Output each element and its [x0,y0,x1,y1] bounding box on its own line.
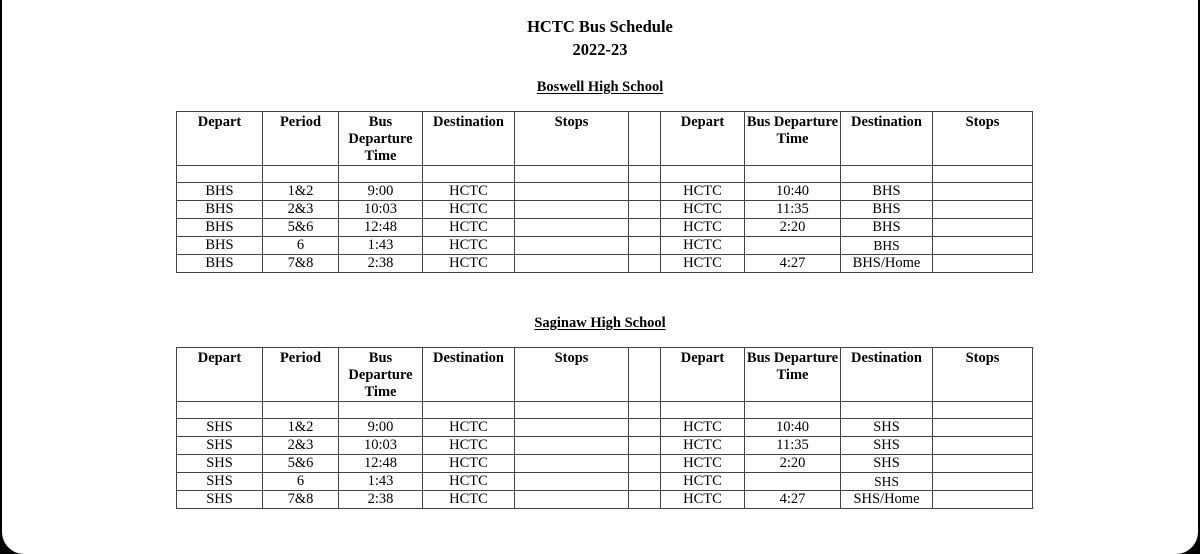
column-header: Bus Departure Time [745,348,841,402]
schedule-table-saginaw [176,347,1033,509]
table-cell [515,255,629,273]
empty-cell [933,402,1033,419]
table-cell [629,255,661,273]
empty-cell [745,166,841,183]
column-header: Depart [177,112,263,166]
table-cell: 5&6 [263,219,339,237]
table-cell: HCTC [661,237,745,255]
table-cell: 9:00 [339,419,423,437]
table-cell: HCTC [423,437,515,455]
column-header: Period [263,112,339,166]
empty-cell [841,402,933,419]
empty-cell [933,166,1033,183]
empty-cell [177,166,263,183]
table-cell [515,219,629,237]
table-cell: BHS [841,201,933,219]
empty-cell [661,402,745,419]
empty-cell [263,402,339,419]
table-cell: SHS [177,419,263,437]
empty-cell [629,166,661,183]
table-cell: 1&2 [263,183,339,201]
table-cell: 10:40 [745,419,841,437]
table-cell: 2:20 [745,219,841,237]
table-cell: 4:27 [745,491,841,509]
table-cell: 2:38 [339,255,423,273]
empty-cell [745,402,841,419]
table-cell: 12:48 [339,455,423,473]
table-cell [629,455,661,473]
table-cell: 1:43 [339,473,423,491]
empty-cell [423,402,515,419]
empty-cell [841,166,933,183]
header-row [177,348,1033,402]
spacer-row [177,166,1033,183]
table-cell [629,473,661,491]
table-cell [515,491,629,509]
table-cell [933,255,1033,273]
table-cell: BHS [177,219,263,237]
empty-cell [263,166,339,183]
table-row [177,491,1033,509]
table-cell: HCTC [423,491,515,509]
table-cell: 11:35 [745,201,841,219]
table-cell: 10:03 [339,201,423,219]
column-header: Destination [841,348,933,402]
section-title-boswell: Boswell High School [536,79,664,95]
table-cell: BHS [841,183,933,201]
empty-cell [423,166,515,183]
table-cell [745,473,841,491]
table-cell: 4:27 [745,255,841,273]
table-cell [629,201,661,219]
table-cell: 10:03 [339,437,423,455]
table-cell: SHS [841,437,933,455]
table-cell: 7&8 [263,491,339,509]
table-cell: 1:43 [339,237,423,255]
table-row [177,183,1033,201]
table-cell [629,419,661,437]
table-cell: 9:00 [339,183,423,201]
table-cell [515,183,629,201]
table-cell: HCTC [661,419,745,437]
table-cell: HCTC [423,183,515,201]
table-cell: SHS/Home [841,491,933,509]
table-cell: HCTC [661,255,745,273]
table-cell: HCTC [661,201,745,219]
table-cell [933,473,1033,491]
empty-cell [661,166,745,183]
header-row [177,112,1033,166]
column-header: Bus Departure Time [339,348,423,402]
table-row [177,473,1033,491]
table-cell: SHS [841,419,933,437]
table-cell [933,455,1033,473]
table-cell [629,183,661,201]
table-cell: HCTC [423,455,515,473]
column-header: Depart [177,348,263,402]
table-cell: 2:38 [339,491,423,509]
table-cell [933,219,1033,237]
column-header [629,112,661,166]
table-row [177,455,1033,473]
column-header [629,348,661,402]
schedule-table-boswell [176,111,1033,273]
empty-cell [515,402,629,419]
empty-cell [339,402,423,419]
table-cell: HCTC [423,473,515,491]
table-row [177,437,1033,455]
table-cell: 6 [263,237,339,255]
table-cell [515,437,629,455]
table-cell [629,437,661,455]
table-cell: SHS [177,491,263,509]
column-header: Destination [423,348,515,402]
table-cell: HCTC [661,219,745,237]
column-header: Destination [423,112,515,166]
table-cell: BHS/Home [841,255,933,273]
table-cell [515,455,629,473]
table-cell [933,201,1033,219]
empty-cell [339,166,423,183]
table-cell: HCTC [661,491,745,509]
table-row [177,201,1033,219]
column-header: Bus Departure Time [745,112,841,166]
table-cell: HCTC [423,237,515,255]
table-cell [515,237,629,255]
table-cell [933,183,1033,201]
table-cell: BHS [841,219,933,237]
table-cell: BHS [841,237,933,255]
empty-cell [629,402,661,419]
column-header: Stops [515,112,629,166]
table-cell [515,201,629,219]
table-cell: 2:20 [745,455,841,473]
table-cell: BHS [177,183,263,201]
table-cell [933,437,1033,455]
column-header: Stops [933,348,1033,402]
column-header: Stops [515,348,629,402]
column-header: Depart [661,112,745,166]
table-cell: HCTC [661,473,745,491]
table-cell: SHS [841,473,933,491]
column-header: Stops [933,112,1033,166]
table-cell: 2&3 [263,437,339,455]
table-cell: 11:35 [745,437,841,455]
table-cell: HCTC [661,183,745,201]
table-cell: SHS [177,437,263,455]
empty-cell [515,166,629,183]
table-row [177,255,1033,273]
document-year: 2022-23 [572,40,628,59]
table-cell: 7&8 [263,255,339,273]
spacer-row [177,402,1033,419]
table-cell: BHS [177,201,263,219]
table-row [177,237,1033,255]
table-cell: HCTC [423,219,515,237]
column-header: Depart [661,348,745,402]
table-cell: SHS [177,455,263,473]
section-title-saginaw: Saginaw High School [534,315,666,331]
table-cell: 2&3 [263,201,339,219]
table-cell: BHS [177,237,263,255]
table-cell [933,491,1033,509]
document-title: HCTC Bus Schedule [527,17,673,36]
table-cell: HCTC [423,201,515,219]
table-cell [933,419,1033,437]
table-row [177,219,1033,237]
table-cell: HCTC [423,419,515,437]
table-cell: HCTC [661,437,745,455]
column-header: Destination [841,112,933,166]
empty-cell [177,402,263,419]
table-cell: HCTC [661,455,745,473]
table-cell [745,237,841,255]
column-header: Bus Departure Time [339,112,423,166]
table-cell [629,491,661,509]
table-cell: 6 [263,473,339,491]
table-cell [933,237,1033,255]
table-cell [515,473,629,491]
table-row [177,419,1033,437]
table-cell: BHS [177,255,263,273]
table-cell: SHS [177,473,263,491]
table-cell: 5&6 [263,455,339,473]
table-cell: SHS [841,455,933,473]
table-cell [629,237,661,255]
table-cell: 12:48 [339,219,423,237]
table-cell [629,219,661,237]
table-cell: HCTC [423,255,515,273]
table-cell: 10:40 [745,183,841,201]
table-cell [515,419,629,437]
table-cell: 1&2 [263,419,339,437]
document-page [2,0,1198,554]
column-header: Period [263,348,339,402]
